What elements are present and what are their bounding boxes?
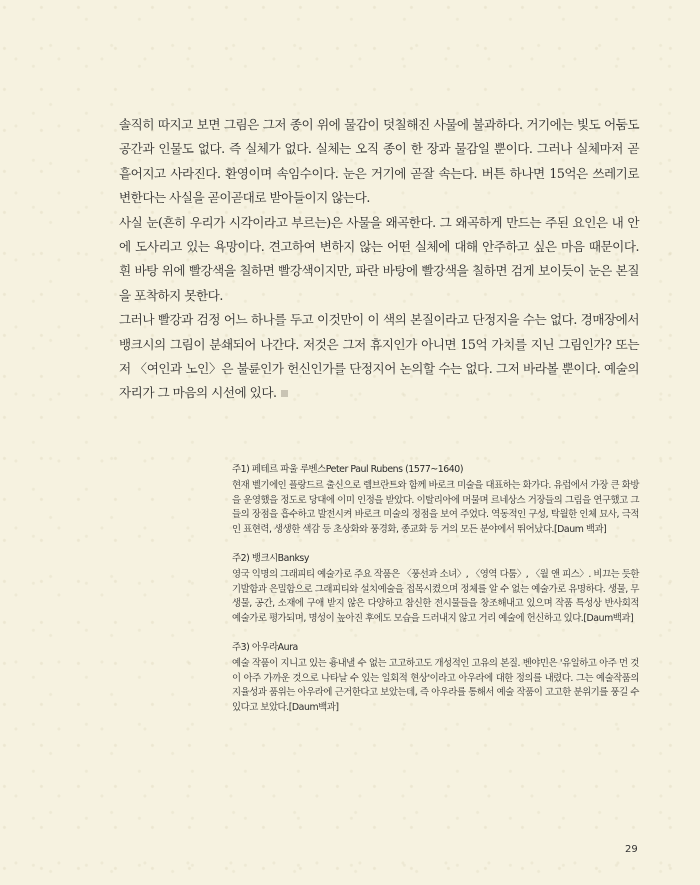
paragraph-3-text: 그러나 빨강과 검정 어느 하나를 두고 이것만이 이 색의 본질이라고 단정지을 수는 없다. 경매장에서 뱅크시의 그림이 분쇄되어 나간다. 저것은 그저 휴지인가 아니면 15억 가치를 지닌 그림인가? 또는 저 〈여인과 노인〉은 불륜인가 헌신인가를 단정지어 논의할 수는 없다. 그저 바라볼 뿐이다. 예술의 자리가 그 마음의 시선에 있다. (119, 312, 639, 401)
main-text (119, 113, 639, 406)
paragraph-1: 솔직히 따지고 보면 그림은 그저 종이 위에 물감이 덧칠해진 사물에 불과하다. 거기에는 빛도 어둠도 공간과 인물도 없다. 즉 실체가 없다. 실체는 오직 종이 한 장과 물감일 뿐이다. 그러나 실체마저 곧 흩어지고 사라진다. 환영이며 속임수이다. 눈은 거기에 곧잘 속는다. 버튼 하나면 15억은 쓰레기로 변한다는 사실을 곧이곧대로 받아들이지 않는다. (119, 117, 639, 206)
footnote-3 (232, 641, 639, 715)
footnotes (232, 463, 639, 730)
end-mark (281, 390, 288, 397)
page-number: 29 (625, 844, 638, 855)
footnote-title: 주2) 뱅크시Banksy (232, 553, 309, 565)
footnote-body: 영국 익명의 그래피티 예술가로 주요 작품은 〈풍선과 소녀〉, 〈영역 다툼〉, 〈월 앤 피스〉. 비끄는 듯한 기발함과 은밀함으로 그래피티와 설치예술을 접목시켰으며 정체를 알 수 없는 예술가로 유명하다. 생물, 무생물, 공간, 소재에 구애 받지 않은 다양하고 참신한 전시물들을 창조해내고 있으며 작품 특성상 반사회적 예술가로 평가되며, 명성이 높아진 후에도 모습을 드러내지 않고 거리 예술에 헌신하고 있다.[Daum백과] (232, 569, 639, 624)
footnote-title: 주1) 페테르 파울 루벤스Peter Paul Rubens (1577~1640) (232, 464, 464, 475)
footnote-1 (232, 463, 639, 537)
footnote-body: 예술 작품이 지니고 있는 흉내낼 수 없는 고고하고도 개성적인 고유의 본질. 벤야민은 '유일하고 아주 먼 것이 아주 가까운 것으로 나타날 수 있는 일회적 현상'이라고 아우라에 대한 정의를 내렸다. 그는 예술작품의 지율성과 품위는 아우라에 근거한다고 보았는데, 즉 아우라를 통해서 예술 작품이 고고한 분위기를 풍길 수 있다고 보았다.[Daum백과] (232, 658, 639, 713)
footnote-title: 주3) 아우라Aura (232, 642, 298, 654)
paragraph-3 (119, 308, 639, 406)
footnote-body: 현재 벨기에인 플랑드르 출신으로 렘브란트와 함께 바로크 미술을 대표하는 화가다. 유럽에서 가장 큰 화방을 운영했을 정도로 당대에 이미 인정을 받았다. 이탈리아에 머물며 르네상스 거장들의 그림을 연구했고 그들의 장점을 흡수하고 발전시켜 바로크 미술의 정점을 보여 주었다. 역동적인 구성, 탁월한 인체 묘사, 극적인 표현력, 생생한 색감 등 초상화와 풍경화, 종교화 등 거의 모든 분야에서 뛰어났다.[Daum 백과] (232, 480, 639, 535)
footnote-2 (232, 552, 639, 626)
paragraph-2: 사실 눈(흔히 우리가 시각이라고 부르는)은 사물을 왜곡한다. 그 왜곡하게 만드는 주된 요인은 내 안에 도사리고 있는 욕망이다. 견고하여 변하지 않는 어떤 실체에 대해 안주하고 싶은 마음 때문이다. 흰 바탕 위에 빨강색을 칠하면 빨강색이지만, 파란 바탕에 빨강색을 칠하면 검게 보이듯이 눈은 본질을 포착하지 못한다. (119, 214, 639, 303)
